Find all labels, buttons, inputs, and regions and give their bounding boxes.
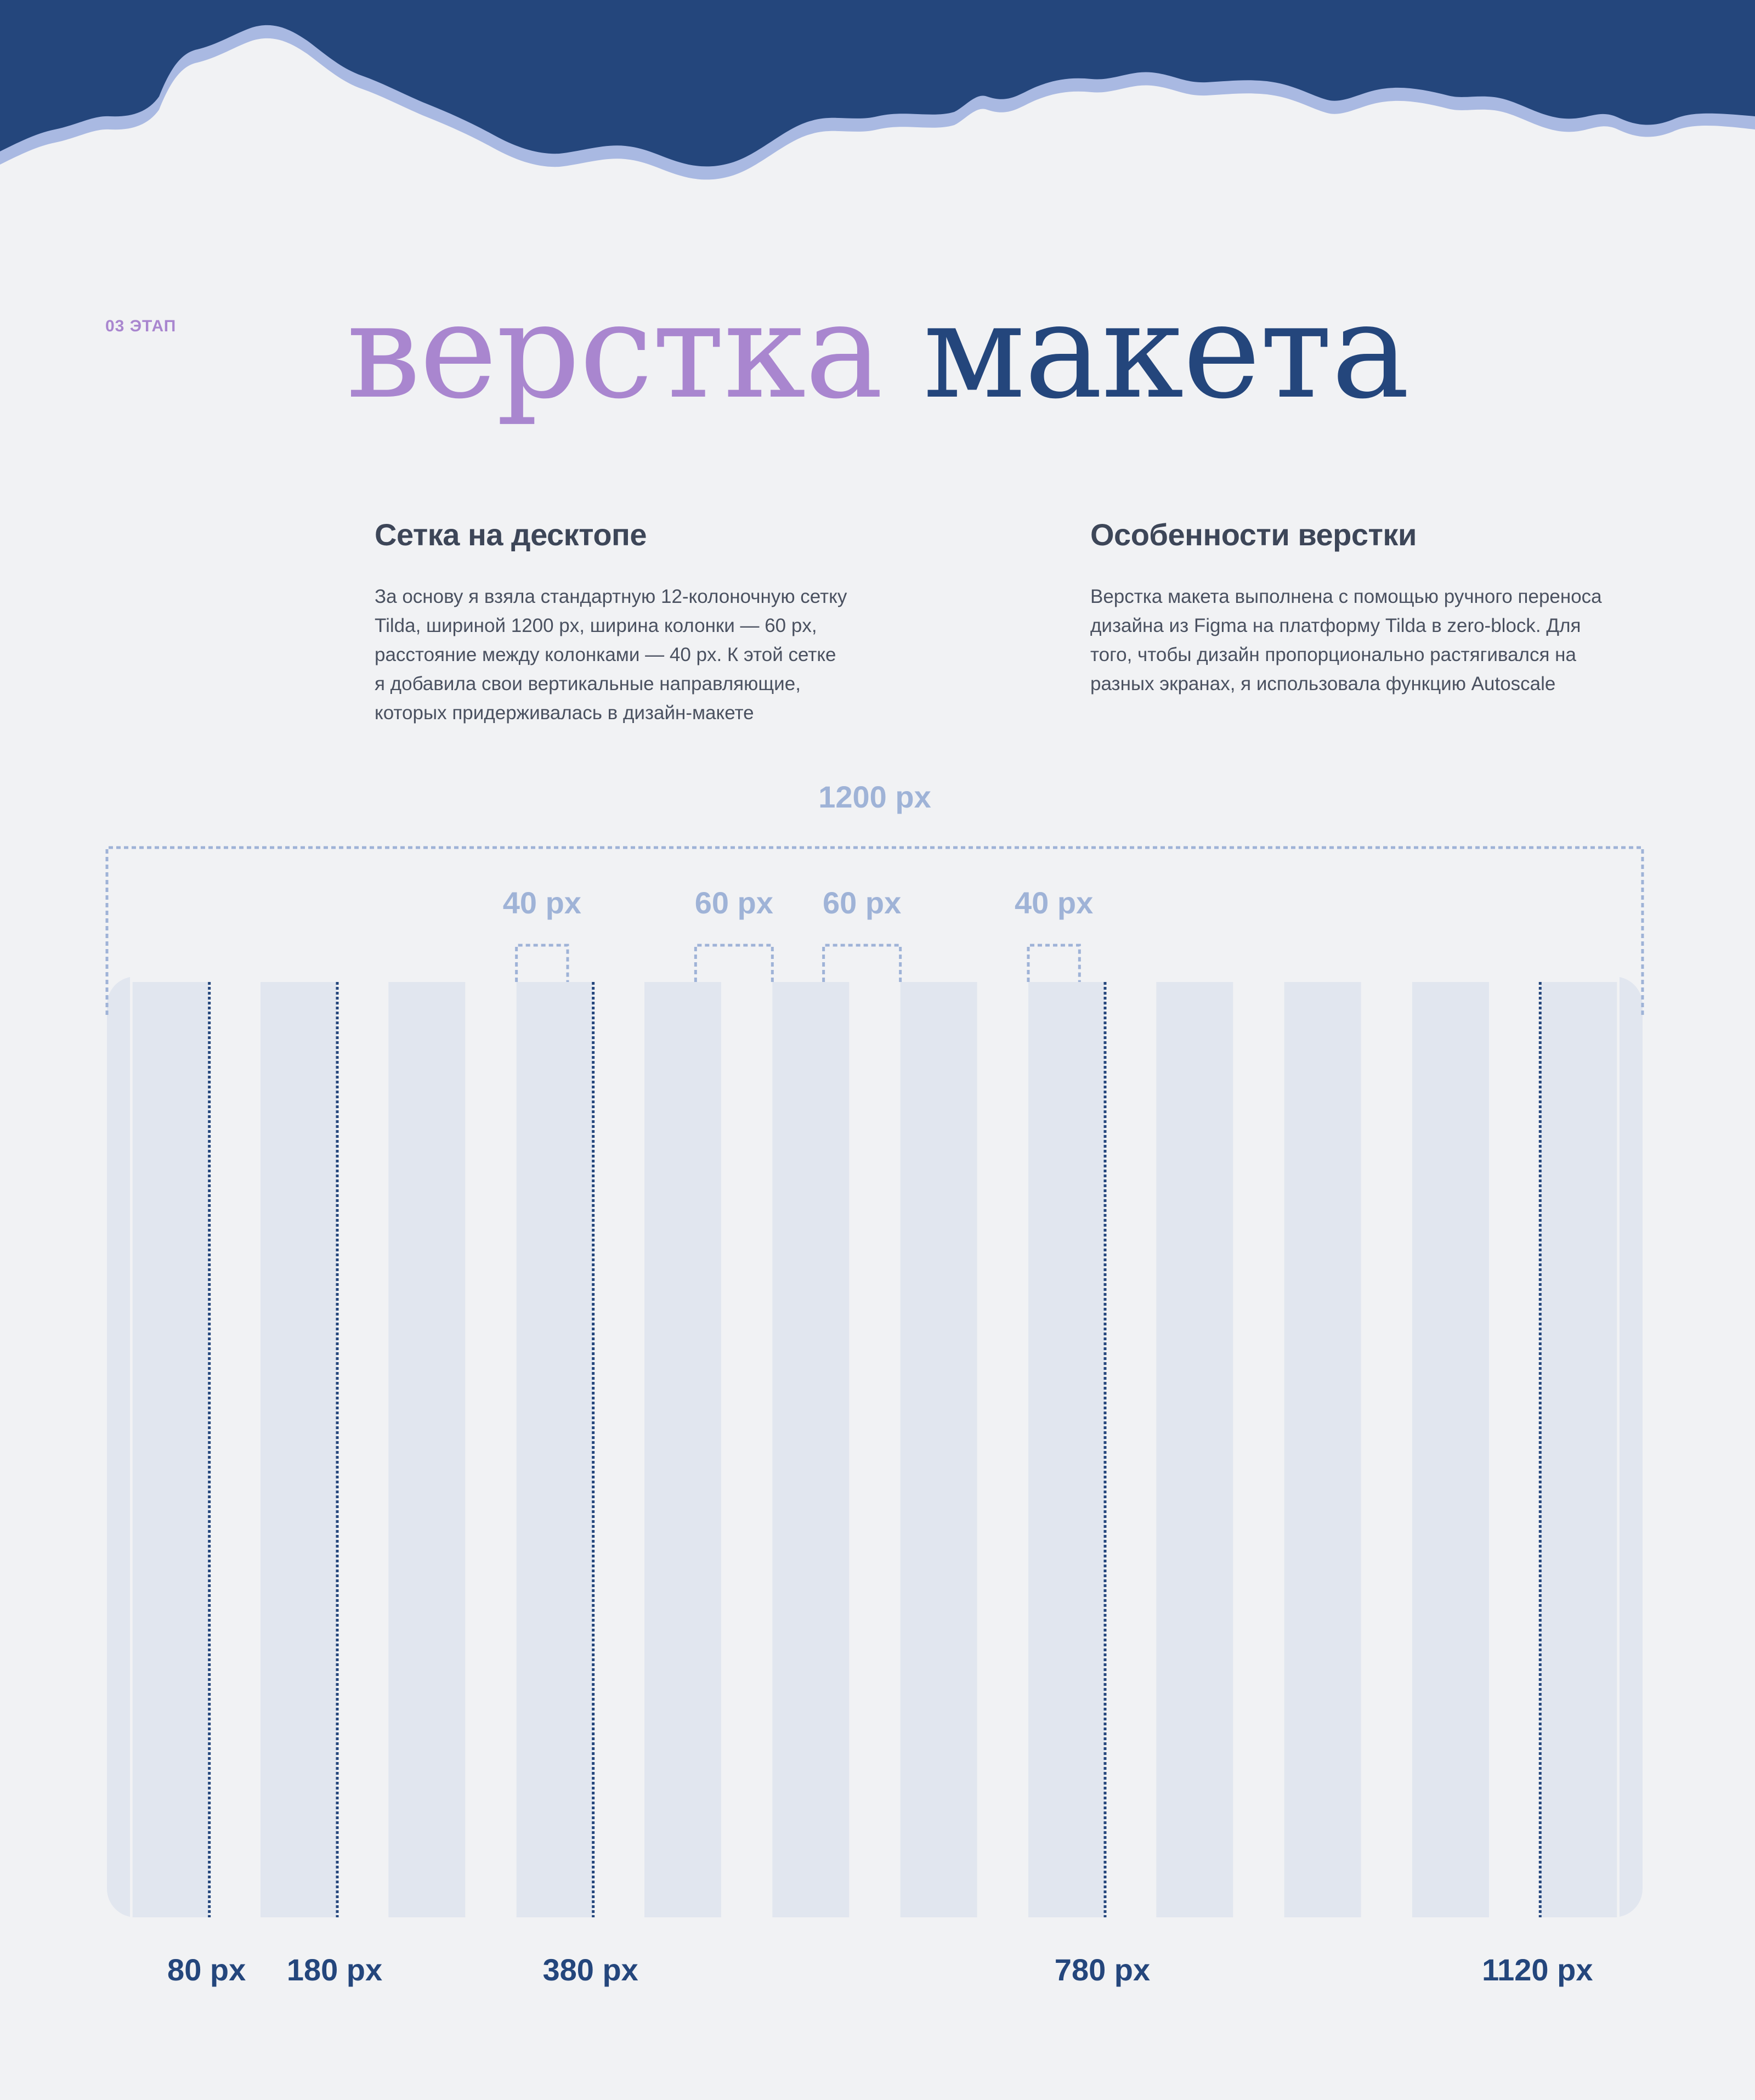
- layout-features-line: того, чтобы дизайн пропорционально растягивался на: [1090, 644, 1576, 665]
- grid-column: [772, 982, 849, 1917]
- desktop-grid-line: За основу я взяла стандартную 12-колоночную сетку: [375, 586, 847, 607]
- desktop-grid-heading: Сетка на десктопе: [375, 517, 647, 552]
- grid-column: [901, 982, 977, 1917]
- layout-features-line: дизайна из Figma на платформу Tilda в zero-block. Для: [1090, 615, 1581, 636]
- wave-fill: [0, 0, 1755, 166]
- page-title: [0, 274, 1755, 428]
- measure-bracket: [1028, 945, 1079, 982]
- layout-features-section: [1090, 517, 1661, 698]
- measure-bracket: [824, 945, 901, 982]
- measure-label: 40 px: [1015, 885, 1094, 920]
- title-word-layout: верстка: [346, 274, 882, 428]
- desktop-grid-section: [375, 517, 879, 727]
- guide-label: 80 px: [167, 1952, 246, 1987]
- layout-features-description: [1090, 582, 1661, 698]
- layout-features-heading: Особенности верстки: [1090, 517, 1417, 552]
- layout-features-line: Верстка макета выполнена с помощью ручного переноса: [1090, 586, 1602, 607]
- total-width-label: 1200 px: [818, 780, 931, 814]
- grid-column: [644, 982, 721, 1917]
- grid-column: [1412, 982, 1489, 1917]
- header-wave-decoration: [0, 0, 1755, 187]
- grid-diagram: [0, 768, 1755, 1997]
- desktop-grid-line: которых придерживалась в дизайн-макете: [375, 702, 754, 724]
- measure-label: 60 px: [694, 885, 773, 920]
- title-word-mockup: макета: [922, 274, 1409, 428]
- grid-column: [133, 982, 210, 1917]
- grid-column: [261, 982, 337, 1917]
- measure-label: 60 px: [823, 885, 902, 920]
- guide-label: 180 px: [286, 1952, 383, 1987]
- desktop-grid-line: расстояние между колонками — 40 px. К этой сетке: [375, 644, 836, 665]
- grid-column: [1284, 982, 1361, 1917]
- desktop-grid-line: я добавила свои вертикальные направляющие,: [375, 673, 801, 695]
- grid-column: [388, 982, 465, 1917]
- guide-label: 380 px: [542, 1952, 638, 1987]
- guide-label: 780 px: [1054, 1952, 1151, 1987]
- grid-column: [517, 982, 593, 1917]
- grid-inner-area: [130, 976, 1620, 1917]
- measure-bracket: [517, 945, 568, 982]
- measure-label: 40 px: [502, 885, 581, 920]
- grid-column: [1156, 982, 1233, 1917]
- grid-column: [1028, 982, 1105, 1917]
- layout-features-line: разных экранах, я использовала функцию Autoscale: [1090, 673, 1556, 695]
- desktop-grid-description: [375, 582, 879, 727]
- desktop-grid-line: Tilda, шириной 1200 px, ширина колонки — 60 px,: [375, 615, 817, 636]
- guide-label: 1120 px: [1482, 1952, 1593, 1987]
- measure-bracket: [695, 945, 772, 982]
- stage-label: 03 ЭТАП: [105, 317, 177, 335]
- grid-column: [1540, 982, 1617, 1917]
